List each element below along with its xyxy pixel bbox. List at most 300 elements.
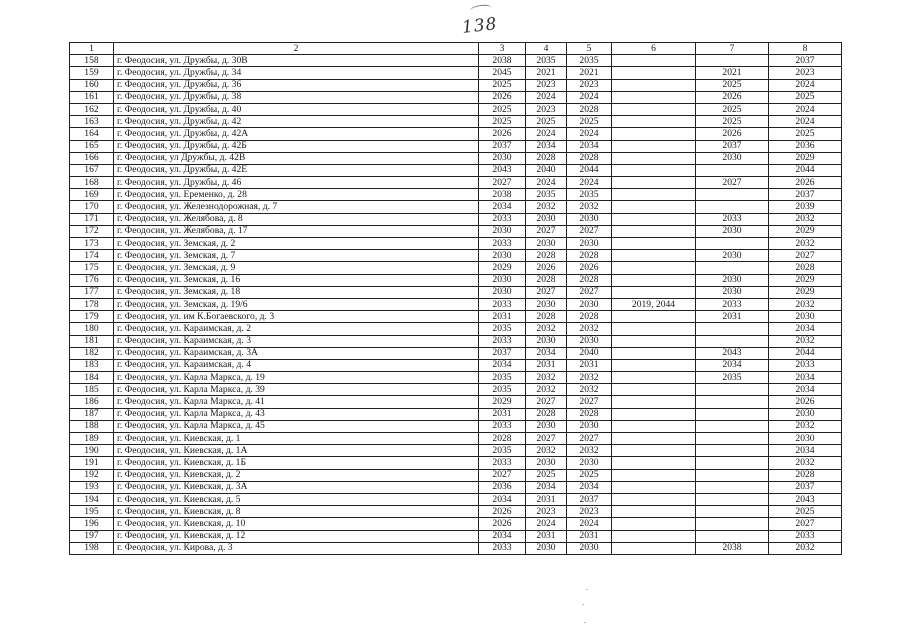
year-cell: 2024 xyxy=(526,177,567,189)
year-cell xyxy=(612,164,696,176)
row-number-cell: 168 xyxy=(70,177,114,189)
address-cell: г. Феодосия, ул. Киевская, д. 2 xyxy=(114,469,479,481)
address-cell: г. Феодосия, ул. им К.Богаевского, д. 3 xyxy=(114,311,479,323)
address-cell: г. Феодосия, ул. Желябова, д. 17 xyxy=(114,225,479,237)
year-cell xyxy=(612,128,696,140)
year-cell: 2025 xyxy=(479,116,526,128)
address-cell: г. Феодосия, ул. Желябова, д. 8 xyxy=(114,213,479,225)
year-cell: 2034 xyxy=(526,347,567,359)
year-cell: 2030 xyxy=(479,250,526,262)
address-cell: г. Феодосия, ул. Киевская, д. 1 xyxy=(114,433,479,445)
table-row xyxy=(70,542,842,554)
row-number-cell: 180 xyxy=(70,323,114,335)
table-row xyxy=(70,274,842,286)
year-cell: 2030 xyxy=(696,225,769,237)
year-cell: 2032 xyxy=(769,298,842,310)
table-row xyxy=(70,152,842,164)
table-row xyxy=(70,225,842,237)
column-header-1: 1 xyxy=(70,43,114,55)
year-cell: 2031 xyxy=(526,359,567,371)
address-cell: г. Феодосия, ул. Киевская, д. 1Б xyxy=(114,457,479,469)
year-cell xyxy=(612,225,696,237)
year-cell xyxy=(612,396,696,408)
address-cell: г. Феодосия, ул. Киевская, д. 8 xyxy=(114,506,479,518)
year-cell: 2043 xyxy=(769,493,842,505)
year-cell: 2027 xyxy=(526,286,567,298)
scan-speck xyxy=(584,622,586,623)
row-number-cell: 167 xyxy=(70,164,114,176)
year-cell xyxy=(612,420,696,432)
year-cell: 2025 xyxy=(769,506,842,518)
year-cell: 2034 xyxy=(526,140,567,152)
year-cell: 2032 xyxy=(567,372,612,384)
year-cell xyxy=(696,481,769,493)
year-cell: 2030 xyxy=(526,457,567,469)
row-number-cell: 177 xyxy=(70,286,114,298)
year-cell: 2024 xyxy=(769,79,842,91)
address-cell: г. Феодосия, ул. Земская, д. 18 xyxy=(114,286,479,298)
year-cell: 2023 xyxy=(567,79,612,91)
table-row xyxy=(70,420,842,432)
row-number-cell: 175 xyxy=(70,262,114,274)
year-cell xyxy=(612,408,696,420)
year-cell: 2029 xyxy=(769,152,842,164)
row-number-cell: 165 xyxy=(70,140,114,152)
year-cell xyxy=(696,262,769,274)
year-cell: 2026 xyxy=(479,91,526,103)
table-row xyxy=(70,55,842,67)
year-cell xyxy=(696,506,769,518)
scan-speck xyxy=(582,604,584,605)
year-cell xyxy=(612,335,696,347)
year-cell: 2032 xyxy=(526,445,567,457)
year-cell xyxy=(612,152,696,164)
table-row xyxy=(70,445,842,457)
year-cell: 2028 xyxy=(526,408,567,420)
year-cell: 2027 xyxy=(769,250,842,262)
year-cell: 2028 xyxy=(526,274,567,286)
year-cell: 2027 xyxy=(526,225,567,237)
year-cell xyxy=(696,530,769,542)
year-cell xyxy=(696,469,769,481)
year-cell: 2037 xyxy=(769,481,842,493)
address-cell: г. Феодосия, ул. Киевская, д. 3А xyxy=(114,481,479,493)
address-cell: г. Феодосия, ул. Карла Маркса, д. 45 xyxy=(114,420,479,432)
year-cell: 2024 xyxy=(526,518,567,530)
year-cell: 2037 xyxy=(769,55,842,67)
row-number-cell: 196 xyxy=(70,518,114,530)
year-cell xyxy=(612,372,696,384)
year-cell: 2038 xyxy=(479,55,526,67)
table-row xyxy=(70,116,842,128)
year-cell: 2026 xyxy=(696,128,769,140)
year-cell: 2023 xyxy=(526,103,567,115)
table-row xyxy=(70,286,842,298)
column-header-8: 8 xyxy=(769,43,842,55)
year-cell xyxy=(696,493,769,505)
year-cell: 2034 xyxy=(769,384,842,396)
year-cell: 2024 xyxy=(769,116,842,128)
year-cell xyxy=(612,103,696,115)
year-cell: 2028 xyxy=(526,311,567,323)
table-row xyxy=(70,408,842,420)
year-cell: 2030 xyxy=(479,152,526,164)
table-row xyxy=(70,372,842,384)
year-cell: 2032 xyxy=(567,445,612,457)
year-cell xyxy=(696,433,769,445)
crossed-out-page-number xyxy=(469,4,492,16)
year-cell xyxy=(696,518,769,530)
scan-speck xyxy=(586,589,588,590)
year-cell: 2032 xyxy=(769,420,842,432)
year-cell: 2032 xyxy=(526,384,567,396)
address-cell: г. Феодосия, ул. Дружбы, д. 34 xyxy=(114,67,479,79)
row-number-cell: 169 xyxy=(70,189,114,201)
table-row xyxy=(70,396,842,408)
table-row xyxy=(70,384,842,396)
year-cell: 2025 xyxy=(479,79,526,91)
table-row xyxy=(70,323,842,335)
year-cell: 2034 xyxy=(567,481,612,493)
address-cell: г. Феодосия, ул. Карла Маркса, д. 39 xyxy=(114,384,479,396)
year-cell xyxy=(612,286,696,298)
year-cell: 2039 xyxy=(769,201,842,213)
year-cell: 2034 xyxy=(769,372,842,384)
year-cell xyxy=(612,67,696,79)
table-row xyxy=(70,298,842,310)
year-cell: 2030 xyxy=(526,420,567,432)
year-cell: 2031 xyxy=(526,493,567,505)
row-number-cell: 162 xyxy=(70,103,114,115)
year-cell xyxy=(696,55,769,67)
year-cell: 2024 xyxy=(567,177,612,189)
year-cell: 2027 xyxy=(526,396,567,408)
row-number-cell: 164 xyxy=(70,128,114,140)
year-cell: 2025 xyxy=(526,469,567,481)
table-row xyxy=(70,311,842,323)
year-cell: 2030 xyxy=(479,286,526,298)
year-cell xyxy=(612,311,696,323)
year-cell xyxy=(696,238,769,250)
year-cell: 2026 xyxy=(526,262,567,274)
year-cell: 2032 xyxy=(769,457,842,469)
year-cell: 2028 xyxy=(769,262,842,274)
year-cell: 2030 xyxy=(526,335,567,347)
year-cell: 2034 xyxy=(479,201,526,213)
year-cell xyxy=(612,79,696,91)
year-cell: 2027 xyxy=(479,177,526,189)
year-cell: 2030 xyxy=(769,433,842,445)
column-header-3: 3 xyxy=(479,43,526,55)
year-cell: 2035 xyxy=(567,55,612,67)
year-cell xyxy=(612,506,696,518)
year-cell: 2030 xyxy=(567,542,612,554)
year-cell: 2036 xyxy=(479,481,526,493)
year-cell: 2036 xyxy=(769,140,842,152)
year-cell xyxy=(612,493,696,505)
year-cell: 2025 xyxy=(769,128,842,140)
year-cell: 2032 xyxy=(567,323,612,335)
table-body xyxy=(70,55,842,555)
row-number-cell: 184 xyxy=(70,372,114,384)
year-cell: 2028 xyxy=(567,408,612,420)
row-number-cell: 161 xyxy=(70,91,114,103)
table-row xyxy=(70,164,842,176)
year-cell: 2032 xyxy=(769,335,842,347)
year-cell: 2030 xyxy=(526,298,567,310)
year-cell: 2021 xyxy=(526,67,567,79)
year-cell: 2034 xyxy=(479,359,526,371)
table-row xyxy=(70,189,842,201)
table-row xyxy=(70,213,842,225)
year-cell: 2029 xyxy=(479,396,526,408)
row-number-cell: 195 xyxy=(70,506,114,518)
row-number-cell: 160 xyxy=(70,79,114,91)
year-cell xyxy=(612,201,696,213)
address-cell: г. Феодосия, ул Дружбы, д. 42В xyxy=(114,152,479,164)
year-cell: 2033 xyxy=(479,213,526,225)
address-cell: г. Феодосия, ул. Карла Маркса, д. 43 xyxy=(114,408,479,420)
row-number-cell: 194 xyxy=(70,493,114,505)
year-cell: 2030 xyxy=(479,225,526,237)
table-row xyxy=(70,469,842,481)
row-number-cell: 159 xyxy=(70,67,114,79)
table-row xyxy=(70,518,842,530)
table-row xyxy=(70,201,842,213)
year-cell: 2032 xyxy=(567,201,612,213)
year-cell xyxy=(612,347,696,359)
year-cell: 2034 xyxy=(769,445,842,457)
year-cell: 2037 xyxy=(479,140,526,152)
row-number-cell: 197 xyxy=(70,530,114,542)
address-cell: г. Феодосия, ул. Карла Маркса, д. 41 xyxy=(114,396,479,408)
address-cell: г. Феодосия, ул. Земская, д. 2 xyxy=(114,238,479,250)
handwritten-page-number: 138 xyxy=(461,14,499,38)
address-cell: г. Феодосия, ул. Киевская, д. 10 xyxy=(114,518,479,530)
column-header-6: 6 xyxy=(612,43,696,55)
year-cell xyxy=(612,262,696,274)
year-cell: 2037 xyxy=(479,347,526,359)
year-cell: 2035 xyxy=(526,55,567,67)
year-cell: 2023 xyxy=(769,67,842,79)
year-cell: 2024 xyxy=(567,91,612,103)
year-cell xyxy=(612,542,696,554)
year-cell: 2029 xyxy=(479,262,526,274)
address-cell: г. Феодосия, ул. Караимская, д. 4 xyxy=(114,359,479,371)
year-cell xyxy=(696,396,769,408)
year-cell: 2045 xyxy=(479,67,526,79)
year-cell: 2033 xyxy=(696,298,769,310)
year-cell xyxy=(612,250,696,262)
year-cell: 2032 xyxy=(769,213,842,225)
address-cell: г. Феодосия, ул. Дружбы, д. 38 xyxy=(114,91,479,103)
year-cell: 2030 xyxy=(769,408,842,420)
table-row xyxy=(70,359,842,371)
year-cell: 2028 xyxy=(769,469,842,481)
year-cell: 2028 xyxy=(526,250,567,262)
year-cell: 2027 xyxy=(567,396,612,408)
address-cell: г. Феодосия, ул. Железнодорожная, д. 7 xyxy=(114,201,479,213)
address-cell: г. Феодосия, ул. Дружбы, д. 36 xyxy=(114,79,479,91)
year-cell: 2028 xyxy=(567,250,612,262)
year-cell: 2027 xyxy=(769,518,842,530)
year-cell: 2044 xyxy=(769,347,842,359)
year-cell: 2033 xyxy=(769,530,842,542)
year-cell: 2033 xyxy=(479,457,526,469)
year-cell: 2026 xyxy=(769,396,842,408)
row-number-cell: 191 xyxy=(70,457,114,469)
year-cell: 2026 xyxy=(479,506,526,518)
year-cell: 2031 xyxy=(479,408,526,420)
row-number-cell: 166 xyxy=(70,152,114,164)
year-cell: 2028 xyxy=(526,152,567,164)
year-cell: 2035 xyxy=(479,384,526,396)
address-cell: г. Феодосия, ул. Киевская, д. 12 xyxy=(114,530,479,542)
column-header-2: 2 xyxy=(114,43,479,55)
address-cell: г. Феодосия, ул. Дружбы, д. 42Б xyxy=(114,140,479,152)
year-cell: 2034 xyxy=(567,140,612,152)
year-cell: 2033 xyxy=(479,420,526,432)
year-cell: 2026 xyxy=(567,262,612,274)
row-number-cell: 178 xyxy=(70,298,114,310)
year-cell xyxy=(696,408,769,420)
year-cell: 2030 xyxy=(567,420,612,432)
year-cell: 2030 xyxy=(769,311,842,323)
address-cell: г. Феодосия, ул. Земская, д. 19/6 xyxy=(114,298,479,310)
year-cell: 2030 xyxy=(696,250,769,262)
year-cell: 2024 xyxy=(769,103,842,115)
table-row xyxy=(70,457,842,469)
year-cell: 2031 xyxy=(567,530,612,542)
year-cell xyxy=(612,213,696,225)
year-cell: 2043 xyxy=(479,164,526,176)
year-cell xyxy=(612,530,696,542)
table-row xyxy=(70,530,842,542)
row-number-cell: 172 xyxy=(70,225,114,237)
table-row xyxy=(70,506,842,518)
table-row xyxy=(70,177,842,189)
year-cell: 2029 xyxy=(769,274,842,286)
year-cell: 2033 xyxy=(769,359,842,371)
year-cell: 2021 xyxy=(696,67,769,79)
year-cell xyxy=(612,457,696,469)
year-cell: 2024 xyxy=(526,91,567,103)
year-cell: 2025 xyxy=(567,116,612,128)
year-cell: 2032 xyxy=(769,542,842,554)
year-cell: 2027 xyxy=(526,433,567,445)
address-cell: г. Феодосия, ул. Кирова, д. 3 xyxy=(114,542,479,554)
year-cell: 2030 xyxy=(696,286,769,298)
year-cell xyxy=(612,481,696,493)
row-number-cell: 170 xyxy=(70,201,114,213)
year-cell xyxy=(612,140,696,152)
year-cell: 2031 xyxy=(696,311,769,323)
year-cell: 2032 xyxy=(526,372,567,384)
row-number-cell: 182 xyxy=(70,347,114,359)
year-cell: 2033 xyxy=(479,238,526,250)
address-cell: г. Феодосия, ул. Дружбы, д. 40 xyxy=(114,103,479,115)
address-cell: г. Феодосия, ул. Караимская, д. 2 xyxy=(114,323,479,335)
address-cell: г. Феодосия, ул. Еременко, д. 28 xyxy=(114,189,479,201)
year-cell: 2038 xyxy=(696,542,769,554)
year-cell: 2027 xyxy=(479,469,526,481)
year-cell: 2025 xyxy=(479,103,526,115)
year-cell: 2031 xyxy=(526,530,567,542)
year-cell: 2035 xyxy=(479,372,526,384)
year-cell xyxy=(696,445,769,457)
year-cell xyxy=(612,177,696,189)
year-cell: 2035 xyxy=(696,372,769,384)
table-row xyxy=(70,91,842,103)
year-cell: 2025 xyxy=(526,116,567,128)
table-row xyxy=(70,493,842,505)
year-cell: 2037 xyxy=(769,189,842,201)
table-row xyxy=(70,335,842,347)
year-cell: 2029 xyxy=(769,286,842,298)
address-cell: г. Феодосия, ул. Киевская, д. 5 xyxy=(114,493,479,505)
address-cell: г. Феодосия, ул. Дружбы, д. 42 xyxy=(114,116,479,128)
year-cell: 2030 xyxy=(567,335,612,347)
year-cell: 2035 xyxy=(479,445,526,457)
row-number-cell: 163 xyxy=(70,116,114,128)
year-cell: 2032 xyxy=(567,384,612,396)
year-cell: 2035 xyxy=(526,189,567,201)
year-cell: 2034 xyxy=(696,359,769,371)
row-number-cell: 193 xyxy=(70,481,114,493)
year-cell: 2028 xyxy=(567,103,612,115)
year-cell xyxy=(612,445,696,457)
year-cell: 2027 xyxy=(567,286,612,298)
row-number-cell: 179 xyxy=(70,311,114,323)
year-cell: 2031 xyxy=(567,359,612,371)
table-row xyxy=(70,103,842,115)
address-cell: г. Феодосия, ул. Земская, д. 16 xyxy=(114,274,479,286)
year-cell xyxy=(612,359,696,371)
year-cell: 2030 xyxy=(567,238,612,250)
header-row xyxy=(70,43,842,55)
year-cell: 2027 xyxy=(696,177,769,189)
year-cell xyxy=(696,384,769,396)
row-number-cell: 198 xyxy=(70,542,114,554)
table-row xyxy=(70,67,842,79)
year-cell: 2043 xyxy=(696,347,769,359)
table-row xyxy=(70,262,842,274)
year-cell: 2030 xyxy=(696,274,769,286)
year-cell: 2023 xyxy=(567,506,612,518)
year-cell xyxy=(696,323,769,335)
year-cell: 2033 xyxy=(479,298,526,310)
year-cell xyxy=(612,116,696,128)
year-cell: 2030 xyxy=(526,542,567,554)
year-cell: 2035 xyxy=(567,189,612,201)
year-cell: 2025 xyxy=(696,79,769,91)
address-cell: г. Феодосия, ул. Дружбы, д. 30В xyxy=(114,55,479,67)
address-cell: г. Феодосия, ул. Земская, д. 7 xyxy=(114,250,479,262)
year-cell: 2037 xyxy=(696,140,769,152)
year-cell xyxy=(696,201,769,213)
address-cell: г. Феодосия, ул. Караимская, д. 3 xyxy=(114,335,479,347)
year-cell: 2024 xyxy=(567,518,612,530)
year-cell xyxy=(612,518,696,530)
table-row xyxy=(70,433,842,445)
address-cell: г. Феодосия, ул. Дружбы, д. 46 xyxy=(114,177,479,189)
year-cell: 2037 xyxy=(567,493,612,505)
year-cell xyxy=(612,469,696,481)
year-cell: 2025 xyxy=(567,469,612,481)
year-cell: 2028 xyxy=(567,152,612,164)
row-number-cell: 173 xyxy=(70,238,114,250)
year-cell: 2024 xyxy=(567,128,612,140)
